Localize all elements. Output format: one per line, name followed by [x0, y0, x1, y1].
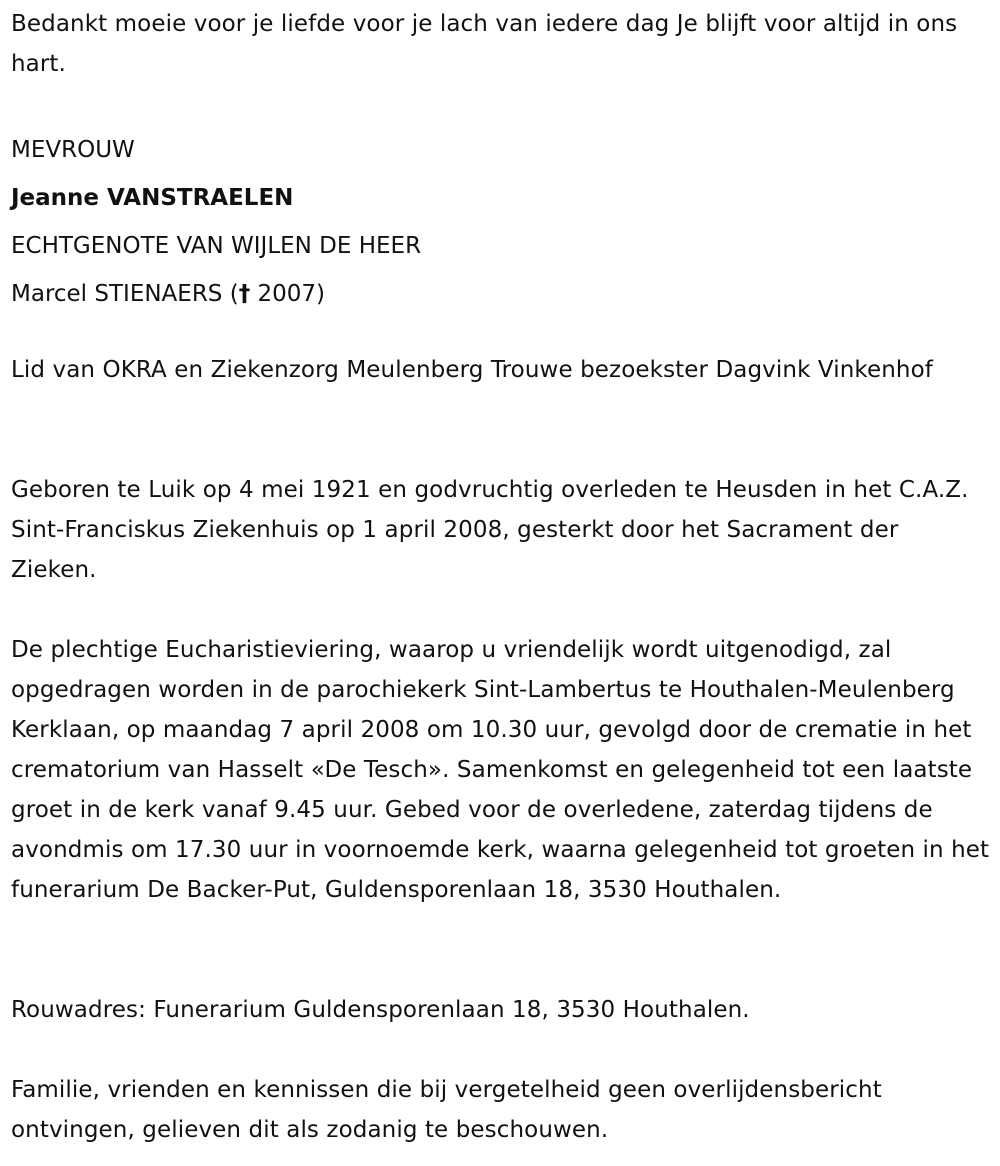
spouse-line	[11, 270, 971, 318]
honorific-title: MEVROUW	[11, 137, 135, 163]
spouse-prefix: Marcel STIENAERS (	[11, 281, 239, 307]
closing-text: Familie, vrienden en kennissen die bij vergetelheid geen overlijdensbericht ontvingen, gelieven dit als zodanig te beschouwen.	[11, 1077, 882, 1143]
relation-line: ECHTGENOTE VAN WIJLEN DE HEER	[11, 233, 422, 259]
cross-icon: †	[238, 281, 251, 307]
spouse-suffix: 2007)	[250, 281, 326, 307]
intro-text: Bedankt moeie voor je liefde voor je lach van iedere dag Je blijft voor altijd in ons hart.	[11, 11, 958, 77]
name-block	[11, 126, 971, 318]
mourning-address: Rouwadres: Funerarium Guldensporenlaan 18, 3530 Houthalen.	[11, 997, 750, 1023]
ceremony-text: De plechtige Eucharistieviering, waarop u vriendelijk wordt uitgenodigd, zal opgedragen worden in de parochiekerk Sint-Lambertus te Houthalen-Meulenberg Kerklaan, op maandag 7 april 2008 om 10.30 uur, gevolgd door de crematie in het crematorium van Hasselt «De Tesch». Samenkomst en gelegenheid tot een laatste groet in de kerk vanaf 9.45 uur. Gebed voor de overledene, zaterdag tijdens de avondmis om 17.30 uur in voornoemde kerk, waarna gelegenheid tot groeten in het funerarium De Backer-Put, Guldensporenlaan 18, 3530 Houthalen.	[11, 637, 990, 903]
birth-death-text: Geboren te Luik op 4 mei 1921 en godvruchtig overleden te Heusden in het C.A.Z. Sint-Franciskus Ziekenhuis op 1 april 2008, gesterkt door het Sacrament der Zieken.	[11, 477, 969, 583]
membership-text: Lid van OKRA en Ziekenzorg Meulenberg Trouwe bezoekster Dagvink Vinkenhof	[11, 357, 933, 383]
deceased-name: Jeanne VANSTRAELEN	[11, 185, 294, 211]
